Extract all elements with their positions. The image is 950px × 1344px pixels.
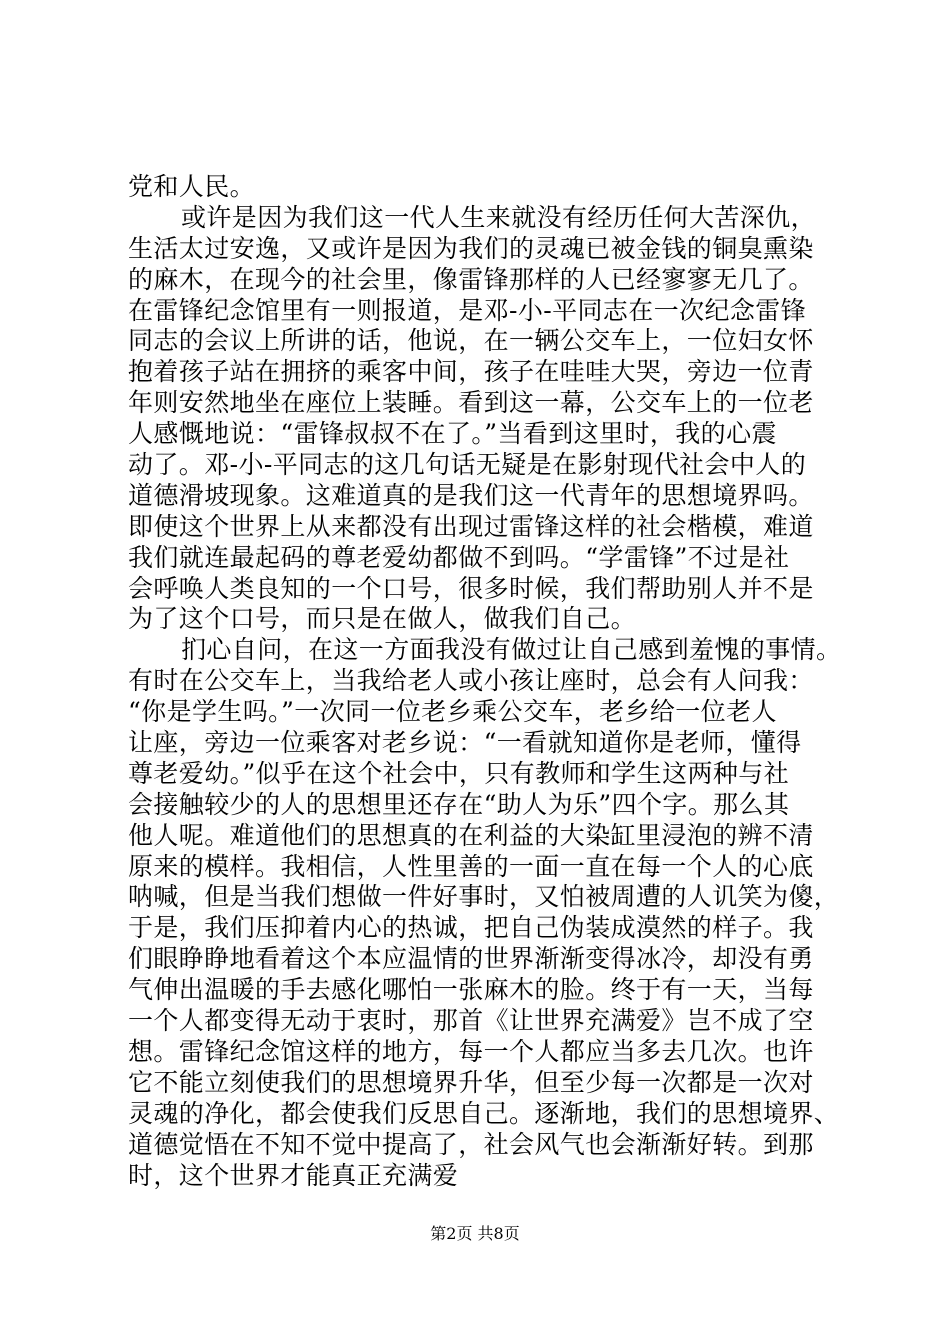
text-line: 原来的模样。我相信，人性里善的一面一直在每一个人的心底 (128, 851, 814, 881)
text-line: 动了。邓-小-平同志的这几句话无疑是在影射现代社会中人的 (128, 450, 807, 480)
text-line: “你是学生吗。”一次同一位老乡乘公交车，老乡给一位老人 (128, 697, 777, 727)
paragraph (128, 172, 828, 203)
text-line: 即使这个世界上从来都没有出现过雷锋这样的社会楷模，难道 (128, 511, 814, 541)
page-footer: 第2页 共8页 (430, 1224, 520, 1243)
text-line: 的麻木，在现今的社会里，像雷锋那样的人已经寥寥无几了。 (128, 264, 814, 294)
text-line: 我们就连最起码的尊老爱幼都做不到吗。“学雷锋”不过是社 (128, 542, 790, 572)
text-line: 人感慨地说：“雷锋叔叔不在了。”当看到这里时，我的心震 (128, 419, 777, 449)
paragraph (128, 635, 842, 1191)
text-line: 一个人都变得无动于衷时，那首《让世界充满爱》岂不成了空 (128, 1006, 814, 1036)
text-line: 党和人民。 (128, 172, 256, 201)
text-line: 同志的会议上所讲的话，他说，在一辆公交车上，一位妇女怀 (128, 326, 814, 356)
document-body (128, 172, 842, 1191)
text-line: 抱着孩子站在拥挤的乘客中间，孩子在哇哇大哭，旁边一位青 (128, 357, 814, 387)
text-line: 于是，我们压抑着内心的热诚，把自己伪装成漠然的样子。我 (128, 913, 814, 943)
text-line: 灵魂的净化，都会使我们反思自己。逐渐地，我们的思想境界、 (128, 1098, 840, 1128)
text-line: 尊老爱幼。”似乎在这个社会中，只有教师和学生这两种与社 (128, 758, 790, 788)
text-line: 或许是因为我们这一代人生来就没有经历任何大苦深仇， (181, 202, 817, 232)
text-line: 他人呢。难道他们的思想真的在利益的大染缸里浸泡的辨不清 (128, 820, 814, 850)
text-line: 生活太过安逸，又或许是因为我们的灵魂已被金钱的铜臭熏染 (128, 233, 814, 263)
text-line: 时，这个世界才能真正充满爱 (128, 1160, 459, 1190)
text-line: 道德滑坡现象。这难道真的是我们这一代青年的思想境界吗。 (128, 480, 814, 510)
text-line: 呐喊，但是当我们想做一件好事时，又怕被周遭的人讥笑为傻， (128, 882, 840, 912)
text-line: 气伸出温暖的手去感化哪怕一张麻木的脸。终于有一天，当每 (128, 975, 814, 1005)
text-line: 为了这个口号，而只是在做人，做我们自己。 (128, 604, 637, 634)
paragraph (128, 203, 828, 635)
text-line: 会接触较少的人的思想里还存在“助人为乐”四个字。那么其 (128, 789, 790, 819)
text-line: 想。雷锋纪念馆这样的地方，每一个人都应当多去几次。也许 (128, 1036, 814, 1066)
text-line: 会呼唤人类良知的一个口号，很多时候，我们帮助别人并不是 (128, 573, 814, 603)
text-line: 有时在公交车上，当我给老人或小孩让座时，总会有人问我： (128, 666, 814, 696)
text-line: 扪心自问，在这一方面我没有做过让自己感到羞愧的事情。 (181, 635, 842, 665)
text-line: 在雷锋纪念馆里有一则报道，是邓-小-平同志在一次纪念雷锋 (128, 295, 807, 325)
text-line: 让座，旁边一位乘客对老乡说：“一看就知道你是老师，懂得 (128, 728, 802, 758)
text-line: 它不能立刻使我们的思想境界升华，但至少每一次都是一次对 (128, 1067, 814, 1097)
text-line: 们眼睁睁地看着这个本应温情的世界渐渐变得冰冷，却没有勇 (128, 944, 814, 974)
text-line: 年则安然地坐在座位上装睡。看到这一幕，公交车上的一位老 (128, 388, 814, 418)
text-line: 道德觉悟在不知不觉中提高了，社会风气也会渐渐好转。到那 (128, 1129, 814, 1159)
